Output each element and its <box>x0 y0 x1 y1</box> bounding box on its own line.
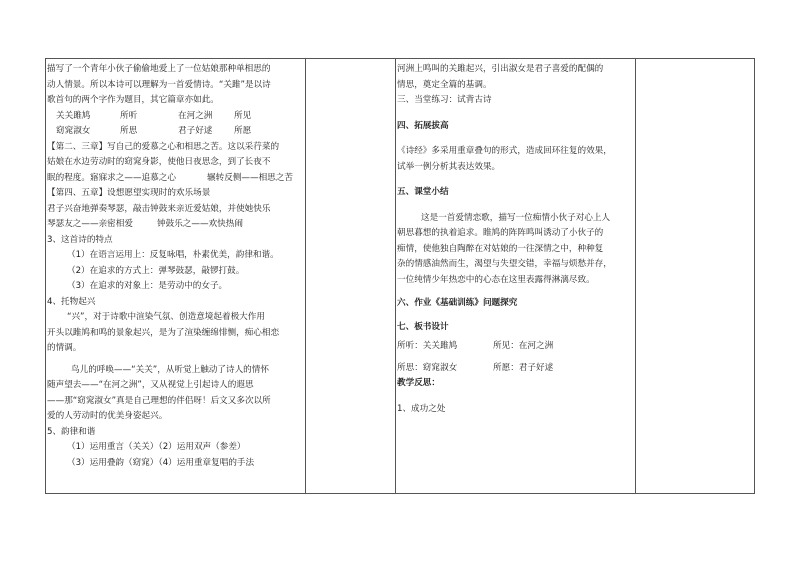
poem-note: 所听 <box>120 110 138 121</box>
board-item: 所思：窈窕淑女 <box>397 362 458 373</box>
section-heading: 五、课堂小结 <box>397 187 449 197</box>
section-heading: 三、当堂练习：试背古诗 <box>397 95 492 105</box>
list-item: （1）运用重言（关关）（2）运用双声（参差） <box>67 442 246 452</box>
list-item: （3）在追求的对象上：是劳动中的女子。 <box>67 281 228 291</box>
list-item: （1）在语言运用上：反复咏唱，朴素优美，韵律和谐。 <box>67 250 279 260</box>
text-line: 一位纯情少年热恋中的心态在这里表露得淋漓尽致。 <box>397 274 595 285</box>
text-line: 随声望去——“在河之洲”，又从视觉上引起诗人的遐思 <box>47 380 254 390</box>
text-segment: 钟鼓乐之——欢快热闹 <box>157 219 243 229</box>
text-segment: 眠的程度。寤寐求之——追慕之心 <box>47 172 176 183</box>
section-heading: 七、板书设计 <box>397 321 449 332</box>
text-line: 1、成功之处 <box>397 403 446 414</box>
board-row-2 <box>397 361 633 377</box>
text-line: 爱的人劳动时的优美身姿起兴。 <box>47 411 168 421</box>
left-content-column <box>47 58 303 498</box>
table-border-right <box>754 58 755 494</box>
poem-verse: 窈窕淑女 <box>56 126 91 136</box>
poem-verse: 君子好逑 <box>178 126 213 136</box>
poem-verse: 在河之洲 <box>178 110 213 121</box>
board-item: 所听：关关雎鸠 <box>397 341 458 351</box>
text-line: 河洲上鸣叫的关雎起兴，引出淑女是君子喜爱的配偶的 <box>397 64 604 74</box>
poem-note: 所思 <box>120 126 138 136</box>
poem-line-2 <box>47 124 303 140</box>
poem-line-1 <box>47 109 303 125</box>
section-heading: 4、托物起兴 <box>47 296 96 307</box>
board-row-1 <box>397 339 633 355</box>
text-line: 这是一首爱情恋歌，描写一位痴情小伙子对心上人 <box>421 212 611 223</box>
poem-verse: 关关雎鸠 <box>56 110 91 121</box>
text-line: 的情调。 <box>47 343 82 353</box>
table-border-col4 <box>635 58 636 494</box>
list-item: （3）运用叠韵（窈窕）（4）运用重章复唱的手法 <box>67 457 255 468</box>
summary-line <box>47 171 303 187</box>
text-line: “兴”，对于诗歌中渲染气氛、创造意境起着极大作用 <box>67 312 265 322</box>
section-heading: 3、这首诗的特点 <box>47 234 113 245</box>
text-line: 描写了一个青年小伙子偷偷地爱上了一位姑娘那种单相思的 <box>47 64 271 74</box>
poem-note: 所见 <box>234 110 252 121</box>
text-segment: 辗转反侧——相思之苦 <box>207 172 293 183</box>
section-heading: 四、拓展拔高 <box>397 120 449 131</box>
text-line: 朝思暮想的执着追求。睢鸠的阵阵鸣叫诱动了小伙子的 <box>397 228 604 238</box>
text-line: 君子兴奋地弹奏琴瑟，敲击钟鼓来亲近爱姑娘，并使她快乐 <box>47 203 271 214</box>
text-line: 鸟儿的呼唤——“关关”，从听觉上触动了诗人的情怀 <box>71 364 269 375</box>
text-segment: 琴瑟友之——亲密相爱 <box>47 219 133 229</box>
text-line: ——那“窈窕淑女”真是自己理想的伴侣呀！后文又多次以所 <box>47 395 271 406</box>
table-border-col3 <box>395 58 396 494</box>
text-line: 杂的情感油然而生，渴望与失望交错，幸福与烦愁并存， <box>397 259 612 269</box>
text-line: 开头以雎鸠和鸣的景象起兴，是为了渲染缠绵悱恻，痴心相恋 <box>47 327 280 338</box>
section-heading: 教学反思： <box>397 378 440 388</box>
text-line: 【第四、五章】设想愿望实现时的欢乐场景 <box>47 188 211 198</box>
section-heading: 六、作业《基础训练》问题探究 <box>397 298 518 308</box>
text-line: 试举一例分析其表达效果。 <box>397 161 501 172</box>
text-line: 【第二、三章】写自己的爱慕之心和相思之苦。这以采荇菜的 <box>47 141 280 152</box>
text-line: 痴情，使他独自陶醉在对姑娘的一往深情之中，种种复 <box>397 243 604 254</box>
poem-note: 所愿 <box>234 126 252 136</box>
text-line: 动人情景。所以本诗可以理解为一首爱情诗。“关雎”是以诗 <box>47 79 271 90</box>
summary-line <box>47 217 303 233</box>
text-line: 情思，奠定全篇的基调。 <box>397 79 492 90</box>
table-border-col2 <box>305 58 306 494</box>
board-item: 所愿：君子好逑 <box>493 362 554 373</box>
right-content-column <box>397 58 633 498</box>
text-line: 姑娘在水边劳动时的窈窕身影，使他日夜思念，到了长夜不 <box>47 157 271 167</box>
section-heading: 5、韵律和谐 <box>47 426 96 437</box>
text-line: 《诗经》多采用重章叠句的形式，造成回环往复的效果， <box>397 146 612 156</box>
text-line: 歌首句的两个字作为题目，其它篇章亦如此。 <box>47 95 219 105</box>
board-item: 所见：在河之洲 <box>493 341 554 351</box>
table-border-left <box>45 58 46 494</box>
list-item: （2）在追求的方式上：弹琴鼓瑟，敲锣打鼓。 <box>67 265 245 276</box>
